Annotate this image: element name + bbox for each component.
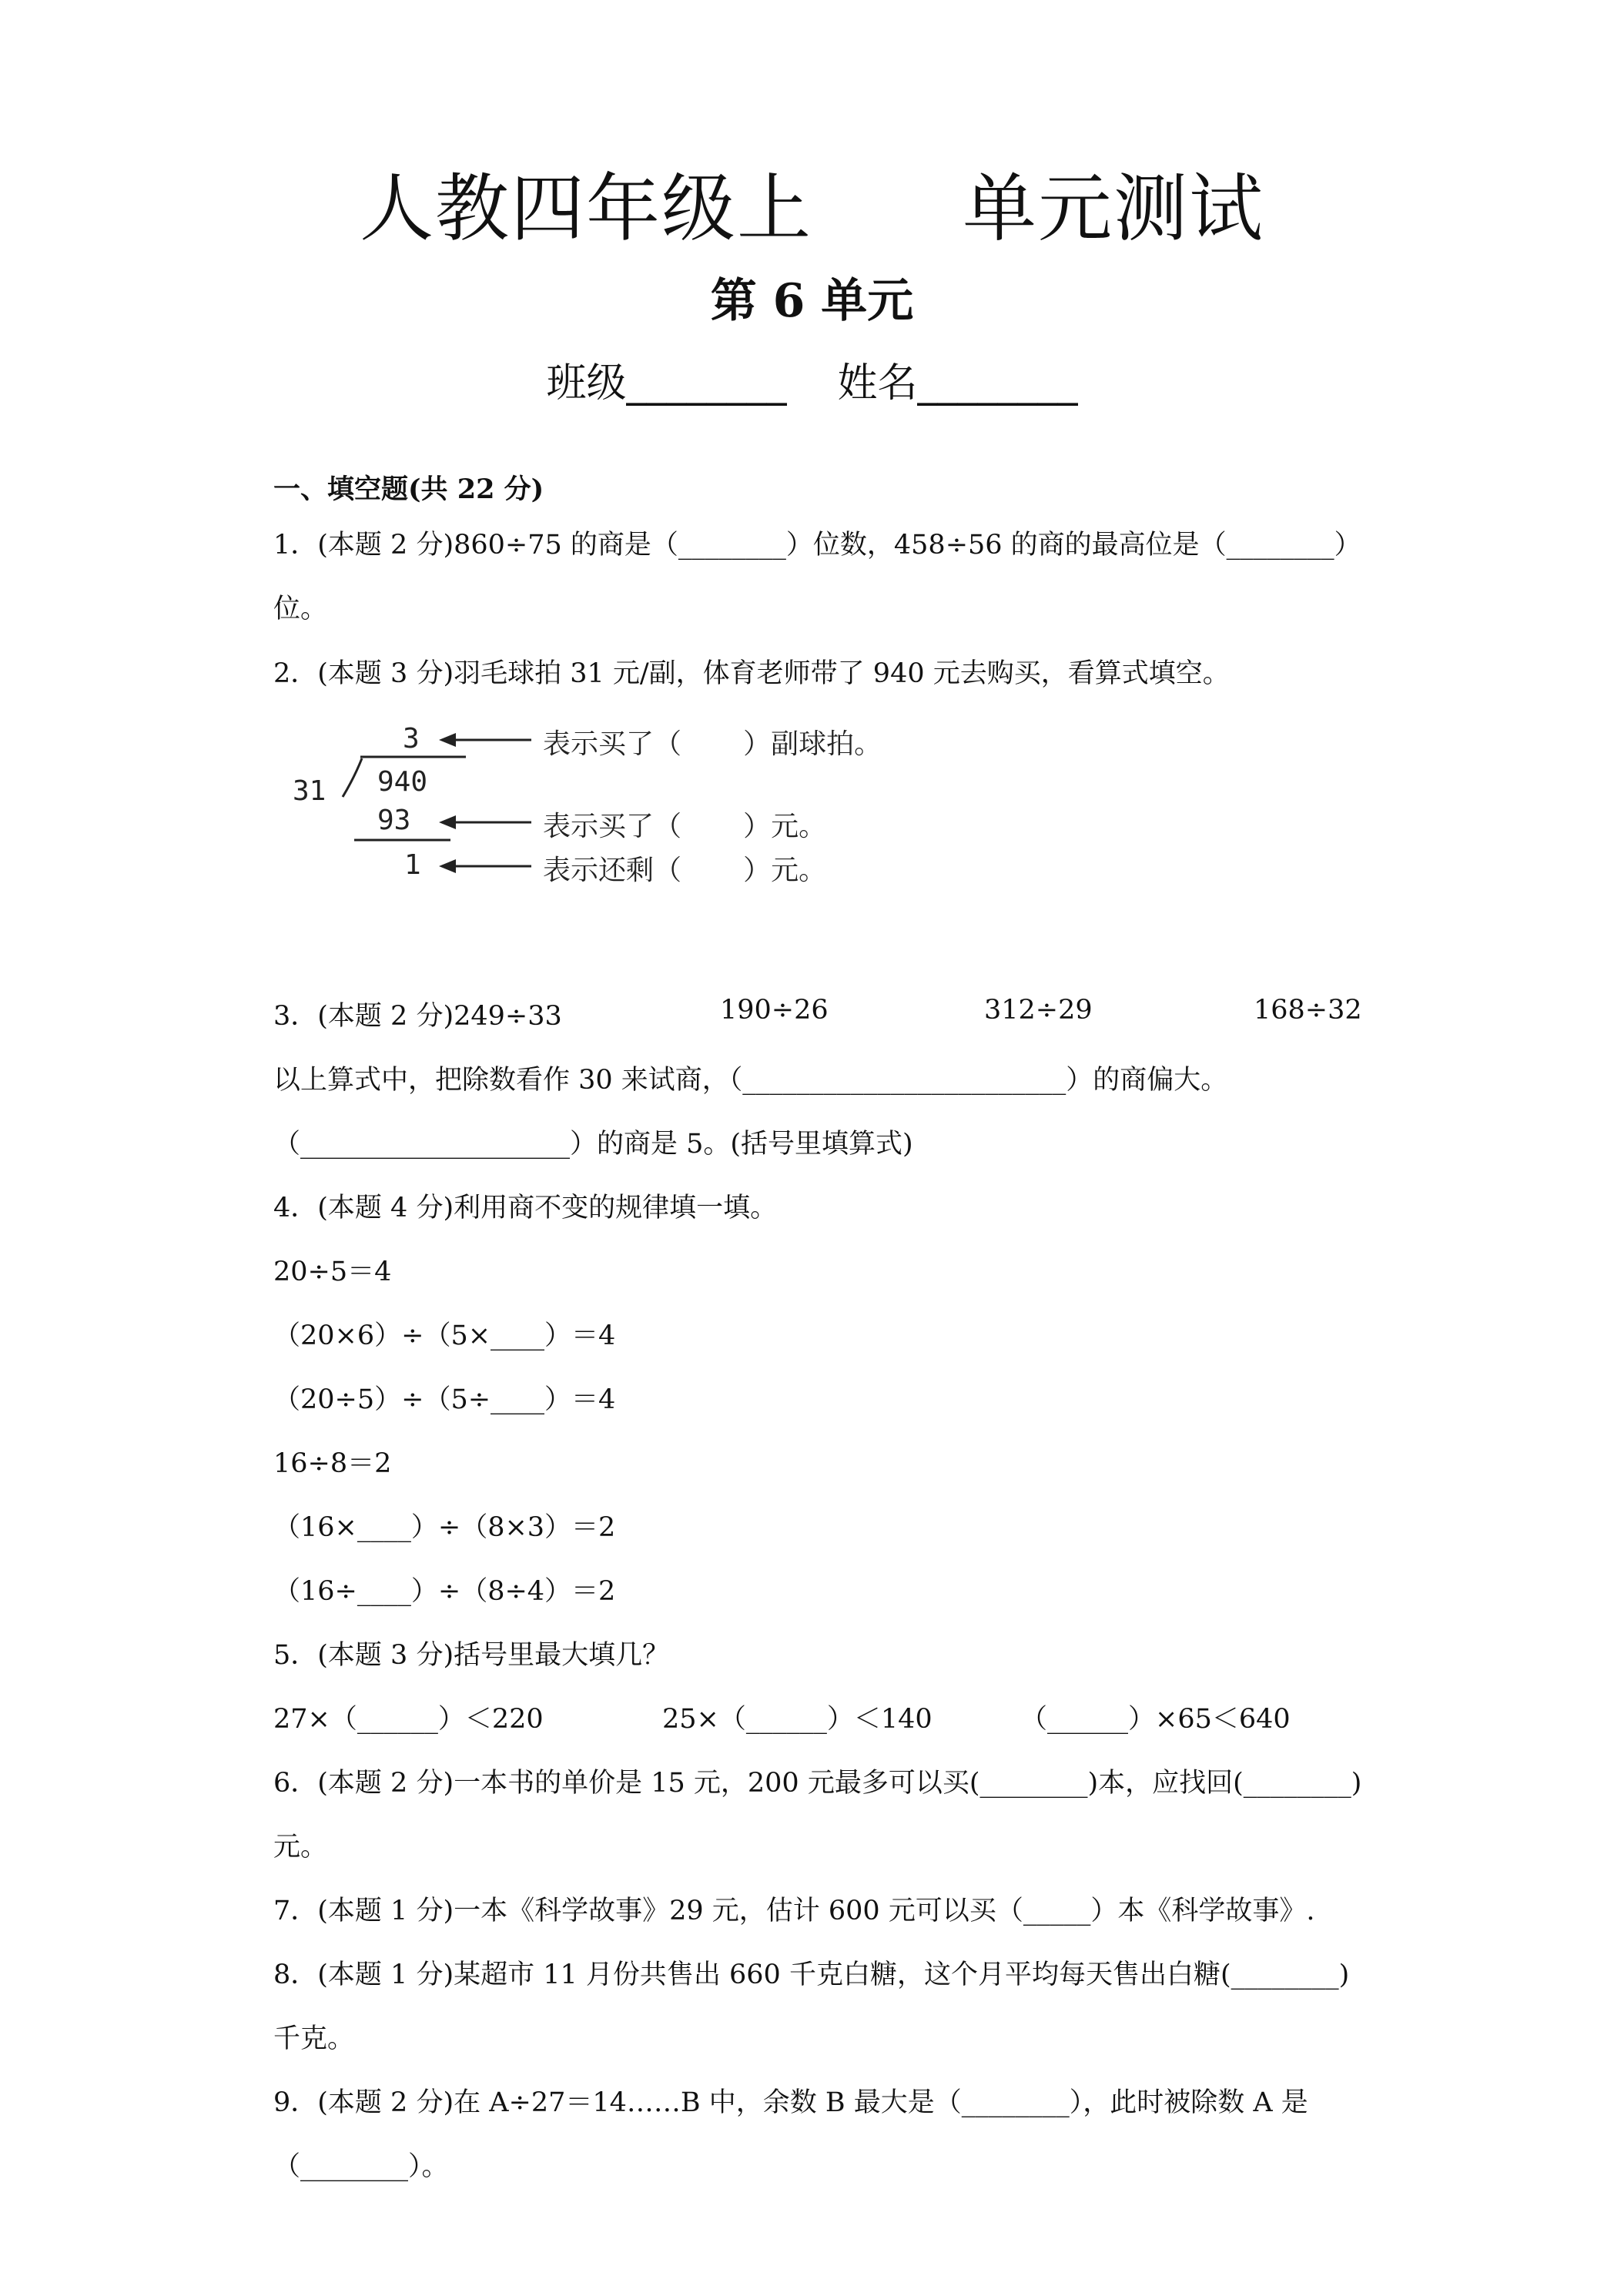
question-9-line-2: （________）。 xyxy=(273,2151,449,2182)
question-8-line-2: 千克。 xyxy=(273,2023,355,2054)
question-4-eq-3: （20÷5）÷（5÷____）＝4 xyxy=(273,1384,616,1415)
question-3-expr-3: 312÷29 xyxy=(984,995,1093,1026)
class-name-line: 班级________ 姓名________ xyxy=(546,360,1078,407)
question-4-eq-2: （20×6）÷（5×____）＝4 xyxy=(273,1320,616,1351)
question-5-line-1: 5．(本题 3 分)括号里最大填几？ xyxy=(273,1640,670,1671)
question-7-line-1: 7．(本题 1 分)一本《科学故事》29 元，估计 600 元可以买（_____）本《科学故事》. xyxy=(273,1896,1315,1926)
question-4-eq-1: 20÷5＝4 xyxy=(273,1257,392,1287)
question-3-line-3: （____________________）的商是 5。(括号里填算式) xyxy=(273,1129,913,1160)
question-4-eq-6: （16÷____）÷（8÷4）＝2 xyxy=(273,1576,616,1607)
figure-label-left: 表示还剩（ ）元。 xyxy=(543,855,827,886)
remainder: 1 xyxy=(404,849,421,881)
question-5-expr-2: 25×（______）＜140 xyxy=(662,1704,933,1735)
question-4-eq-5: （16×____）÷（8×3）＝2 xyxy=(273,1512,616,1543)
question-4-eq-4: 16÷8＝2 xyxy=(273,1448,392,1479)
figure-label-rackets: 表示买了（ ）副球拍。 xyxy=(543,728,882,760)
question-9-line-1: 9．(本题 2 分)在 A÷27＝14……B 中，余数 B 最大是（________），此时被除数 A 是 xyxy=(273,2087,1308,2118)
quotient-digit: 3 xyxy=(403,723,420,755)
figure-label-spent: 表示买了（ ）元。 xyxy=(543,811,827,842)
question-3-line-2: 以上算式中，把除数看作 30 来试商，（________________________）的商偏大。 xyxy=(273,1065,1228,1096)
divisor: 31 xyxy=(293,775,326,807)
page-title: 人教四年级上 单元测试 xyxy=(359,166,1265,252)
question-6-line-1: 6．(本题 2 分)一本书的单价是 15 元，200 元最多可以买(________)本，应找回(________) xyxy=(273,1768,1362,1799)
question-2-line-1: 2．(本题 3 分)羽毛球拍 31 元/副，体育老师带了 940 元去购买，看算式填空。 xyxy=(273,658,1230,689)
question-5-expr-3: （______）×65＜640 xyxy=(1020,1704,1291,1735)
section-title: 一、填空题(共 22 分) xyxy=(273,474,544,505)
question-8-line-1: 8．(本题 1 分)某超市 11 月份共售出 660 千克白糖，这个月平均每天售出白糖(________) xyxy=(273,1960,1350,1990)
question-1-line-2: 位。 xyxy=(273,594,328,624)
question-6-line-2: 元。 xyxy=(273,1832,328,1863)
question-4-line-1: 4．(本题 4 分)利用商不变的规律填一填。 xyxy=(273,1193,778,1223)
question-3-expr-2: 190÷26 xyxy=(720,995,829,1026)
unit-subtitle: 第 6 单元 xyxy=(710,274,914,328)
question-3-line-1: 3．(本题 2 分)249÷33 xyxy=(273,1001,562,1032)
dividend: 940 xyxy=(377,766,428,798)
long-division-figure xyxy=(277,712,970,905)
partial-product: 93 xyxy=(377,805,411,836)
question-5-expr-1: 27×（______）＜220 xyxy=(273,1704,544,1735)
question-1-line-1: 1．(本题 2 分)860÷75 的商是（________）位数，458÷56 的商的最高位是（________） xyxy=(273,530,1361,561)
question-3-expr-4: 168÷32 xyxy=(1254,995,1362,1026)
